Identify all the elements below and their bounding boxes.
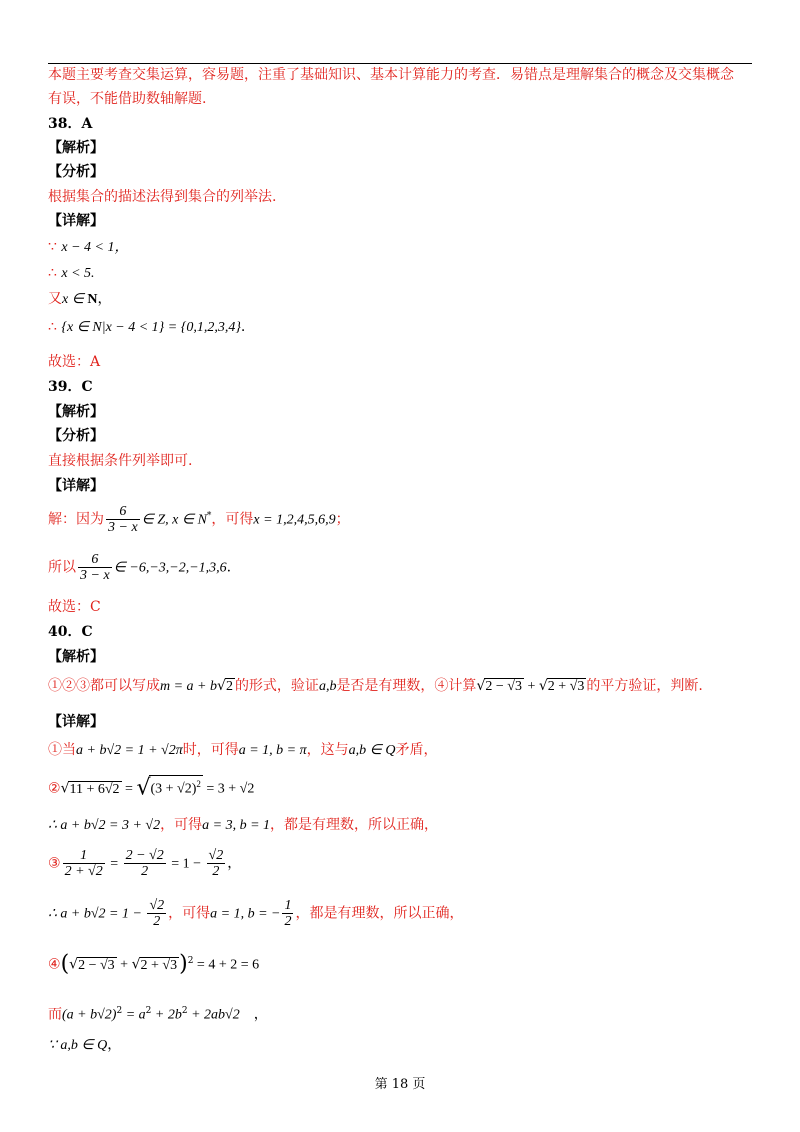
section-fenxi: 【分析】 xyxy=(48,428,104,444)
section-xiangjie: 【详解】 xyxy=(48,478,104,494)
math-line: 而$(a + b√2)^2 = a^2 + 2b^2 + 2ab√2$ ， xyxy=(48,1006,268,1023)
analysis-text: 根据集合的描述法得到集合的列举法. xyxy=(48,189,277,205)
section-jiexi: 【解析】 xyxy=(48,140,104,156)
punct: ， xyxy=(97,291,112,307)
inequality: x − 4 < 1， xyxy=(61,240,129,255)
therefore-symbol: ∴ xyxy=(48,265,57,281)
section-jiexi: 【解析】 xyxy=(48,649,104,665)
punct: . xyxy=(240,319,246,335)
math-line: ①②③都可以写成m = a + b√2 的形式，验证a,b是否是有理数，④计算√2 − √3 + √2 + √3 的平方验证，判断. xyxy=(48,678,703,694)
set-equation: {x ∈ N|x − 4 < 1} = {0,1,2,3,4} xyxy=(61,320,241,335)
answer-40: 40．C xyxy=(48,624,93,640)
text-line: 本题主要考查交集运算，容易题，注重了基础知识、基本计算能力的考查．易错点是理解集合的概念及交集概念 xyxy=(48,67,734,83)
choice-39: 故选：C xyxy=(48,599,101,615)
text: 解：因为 xyxy=(48,511,104,528)
math-line xyxy=(48,290,112,309)
math-line: ①当a + b√2 = 1 + √2π时，可得a = 1, b = π，这与a,b ∈ Q矛盾， xyxy=(48,742,438,758)
analysis-text: 直接根据条件列举即可. xyxy=(48,453,193,469)
math-line: ②√11 + $6√2 = √(3 + √2)^2 = 3 + √2$ xyxy=(48,775,255,801)
section-xiangjie: 【详解】 xyxy=(48,213,104,229)
fraction: $\frac{6}{3 - x}$ xyxy=(80,552,110,583)
solution-set: x = 1,2,4,5,6,9 xyxy=(253,512,336,528)
math-line: 解：因为 $\frac{6}{3 - x}$ ∈ Z, x ∈ N*，可得x = 1,2,4,5,6,9； xyxy=(48,504,350,535)
because-symbol: ∵ xyxy=(48,239,57,255)
page-number: 第 18 页 xyxy=(374,1077,426,1092)
membership: x ∈ xyxy=(62,292,88,307)
math-line: ④(√2 − √3 + √2 + √3)$^2$ = 4 + 2 = 6 xyxy=(48,951,260,977)
natural-set: N xyxy=(87,292,98,307)
header-rule xyxy=(48,63,752,64)
math-line: ∴ a + b√2 = 1 − $\frac{√2}{2}$ ，可得a = 1, b = − $\frac{1}{2}$ ，都是有理数，所以正确， xyxy=(48,898,464,929)
math-line: ∴ a + b√2 = 3 + √2，可得a = 3, b = 1，都是有理数，所以正确， xyxy=(48,817,439,833)
answer-38: 38．A xyxy=(48,116,93,132)
therefore-symbol: ∴ xyxy=(48,319,57,335)
choice-38: 故选：A xyxy=(48,354,101,370)
inequality: x < 5. xyxy=(61,266,95,281)
math-line: ③ $\frac{1}{2 + √2}$ = $\frac{2 - √2}{2}$ = 1 − $\frac{√2}{2}$ ， xyxy=(48,848,242,879)
text-line: 有误，不能借助数轴解题. xyxy=(48,91,207,107)
section-fenxi: 【分析】 xyxy=(48,164,104,180)
math-line xyxy=(48,264,95,283)
math-line: ∵ a,b ∈ Q， xyxy=(48,1037,122,1053)
section-xiangjie: 【详解】 xyxy=(48,714,104,730)
fraction: $\frac{6}{3 - x}$ xyxy=(108,504,138,535)
math-line xyxy=(48,238,128,257)
math-line xyxy=(48,318,245,337)
section-jiexi: 【解析】 xyxy=(48,404,104,420)
word-you: 又 xyxy=(48,291,62,307)
math-line: 所以 $\frac{6}{3 - x}$ ∈ −6,−3,−2,−1,3,6. xyxy=(48,552,232,583)
answer-39: 39．C xyxy=(48,379,93,395)
